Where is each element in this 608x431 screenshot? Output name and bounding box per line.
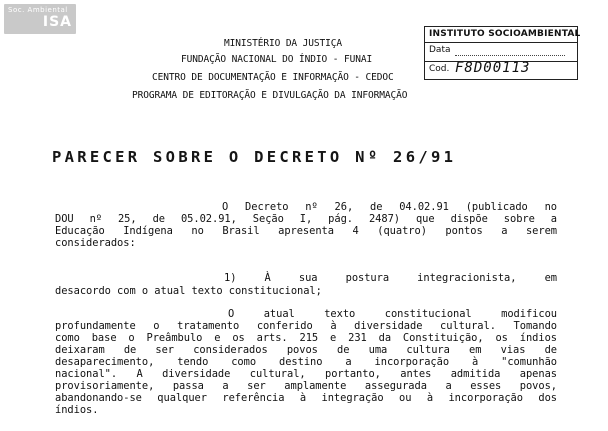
paragraph-line: O atual texto constitucional modificou — [228, 308, 557, 320]
list-item-line: desacordo com o atual texto constitucional; — [55, 285, 322, 297]
paragraph-line: nacional". A diversidade cultural, portanto, antes admitida apenas — [55, 368, 557, 380]
header-ministry: MINISTÉRIO DA JUSTIÇA — [224, 38, 343, 49]
logo-small-text: Soc. Ambiental — [8, 6, 68, 14]
paragraph-line: profundamente o tratamento conferido à diversidade cultural. Tomando — [55, 320, 557, 332]
list-item-line: 1) À sua postura integracionista, em — [224, 272, 557, 284]
paragraph-line: O Decreto nº 26, de 04.02.91 (publicado no — [222, 201, 557, 213]
logo-big-text: ISA — [42, 14, 72, 30]
paragraph-line: DOU nº 25, de 05.02.91, Seção I, pág. 2487) que dispõe sobre a — [55, 213, 557, 225]
paragraph-line: desaparecimento, tendo como destino a incorporação à "comunhão — [55, 356, 557, 368]
isa-logo — [4, 4, 76, 34]
stamp-cod-label: Cod. — [429, 64, 450, 74]
header-foundation: FUNDAÇÃO NACIONAL DO ÍNDIO - FUNAI — [181, 54, 373, 65]
archive-stamp — [424, 26, 581, 80]
stamp-data-label: Data — [429, 45, 451, 55]
header-program: PROGRAMA DE EDITORAÇÃO E DIVULGAÇÃO DA INFORMAÇÃO — [132, 90, 408, 101]
document-title: PARECER SOBRE O DECRETO Nº 26/91 — [52, 148, 457, 166]
paragraph-line: considerados: — [55, 237, 136, 249]
paragraph-line: Educação Indígena no Brasil apresenta 4 (quatro) pontos a serem — [55, 225, 557, 237]
paragraph-line: índios. — [55, 404, 99, 416]
paragraph-line: abandonando-se qualquer referência à integração ou à incorporação dos — [55, 392, 557, 404]
stamp-title: INSTITUTO SOCIOAMBIENTAL — [429, 29, 581, 39]
paragraph-line: deixaram de ser considerados povos de uma cultura em vias de — [55, 344, 557, 356]
paragraph-line: provisoriamente, passa a ser amplamente assegurada a esses povos, — [55, 380, 557, 392]
stamp-cod-value: F8D00113 — [455, 60, 531, 76]
stamp-data-field — [455, 55, 565, 56]
header-center: CENTRO DE DOCUMENTAÇÃO E INFORMAÇÃO - CEDOC — [152, 72, 394, 83]
stamp-divider — [425, 42, 577, 43]
paragraph-line: como base o Preâmbulo e os arts. 215 e 231 da Constituição, os índios — [55, 332, 557, 344]
